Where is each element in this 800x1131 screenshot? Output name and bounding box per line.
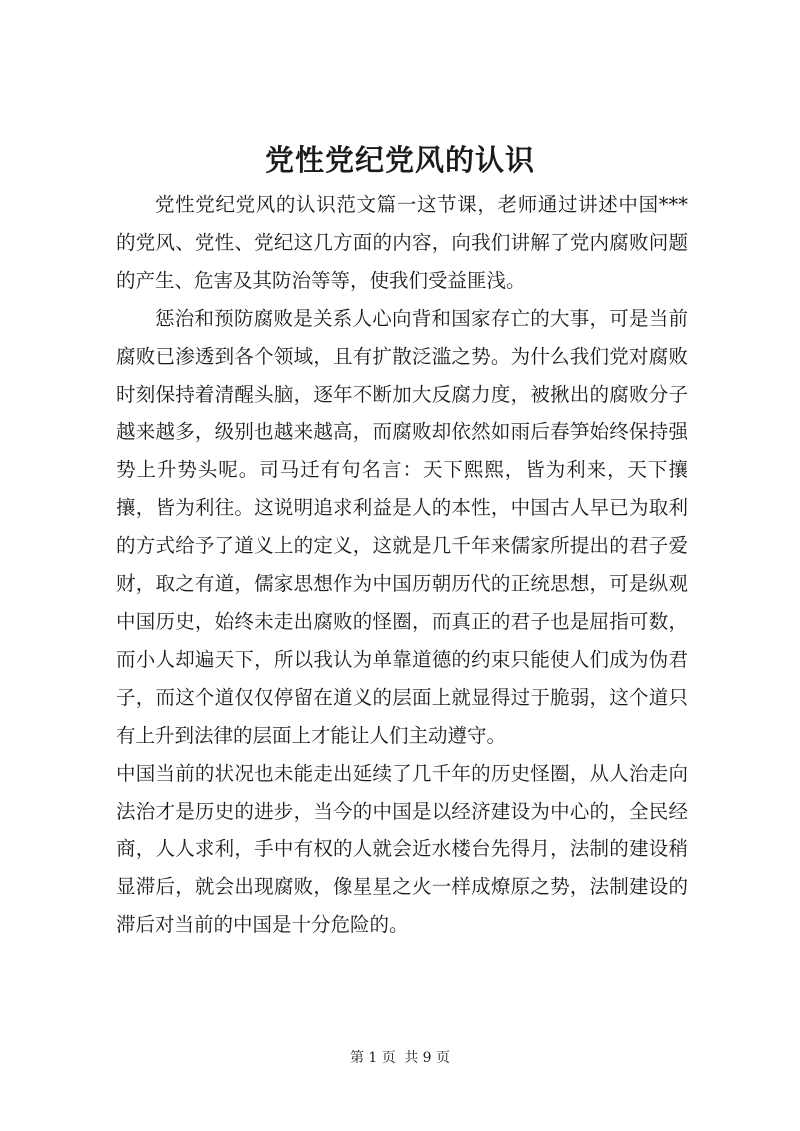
paragraph-3: 中国当前的状况也未能走出延续了几千年的历史怪圈，从人治走向法治才是历史的进步，当今的中国是以经济建设为中心的，全民经商，人人求利，手中有权的人就会近水楼台先得月，法制的建设稍显滞后，就会出现腐败，像星星之火一样成燎原之势，法制建设的滞后对当前的中国是十分危险的。 bbox=[116, 761, 688, 937]
document-body bbox=[116, 186, 688, 944]
page-number: 第 1 页 bbox=[349, 1050, 396, 1066]
paragraph-2: 惩治和预防腐败是关系人心向背和国家存亡的大事，可是当前腐败已渗透到各个领域，且有扩散泛滥之势。为什么我们党对腐败时刻保持着清醒头脑，逐年不断加大反腐力度，被揪出的腐败分子越来越多，级别也越来越高，而腐败却依然如雨后春笋始终保持强势上升势头呢。司马迁有句名言：天下熙熙，皆为利来，天下攘攘，皆为利往。这说明追求利益是人的本性，中国古人早已为取利的方式给予了道义上的定义，这就是几千年来儒家所提出的君子爱财，取之有道，儒家思想作为中国历朝历代的正统思想，可是纵观中国历史，始终未走出腐败的怪圈，而真正的君子也是屈指可数，而小人却遍天下，所以我认为单靠道德的约束只能使人们成为伪君子，而这个道仅仅停留在道义的层面上就显得过于脆弱，这个道只有上升到法律的层面上才能让人们主动遵守。 bbox=[116, 306, 688, 747]
paragraph-1: 党性党纪党风的认识范文篇一这节课，老师通过讲述中国***的党风、党性、党纪这几方面的内容，向我们讲解了党内腐败问题的产生、危害及其防治等等，使我们受益匪浅。 bbox=[116, 193, 688, 292]
page-footer bbox=[0, 1048, 800, 1068]
page-total: 共 9 页 bbox=[404, 1050, 451, 1066]
document-title: 党性党纪党风的认识 bbox=[264, 143, 535, 177]
